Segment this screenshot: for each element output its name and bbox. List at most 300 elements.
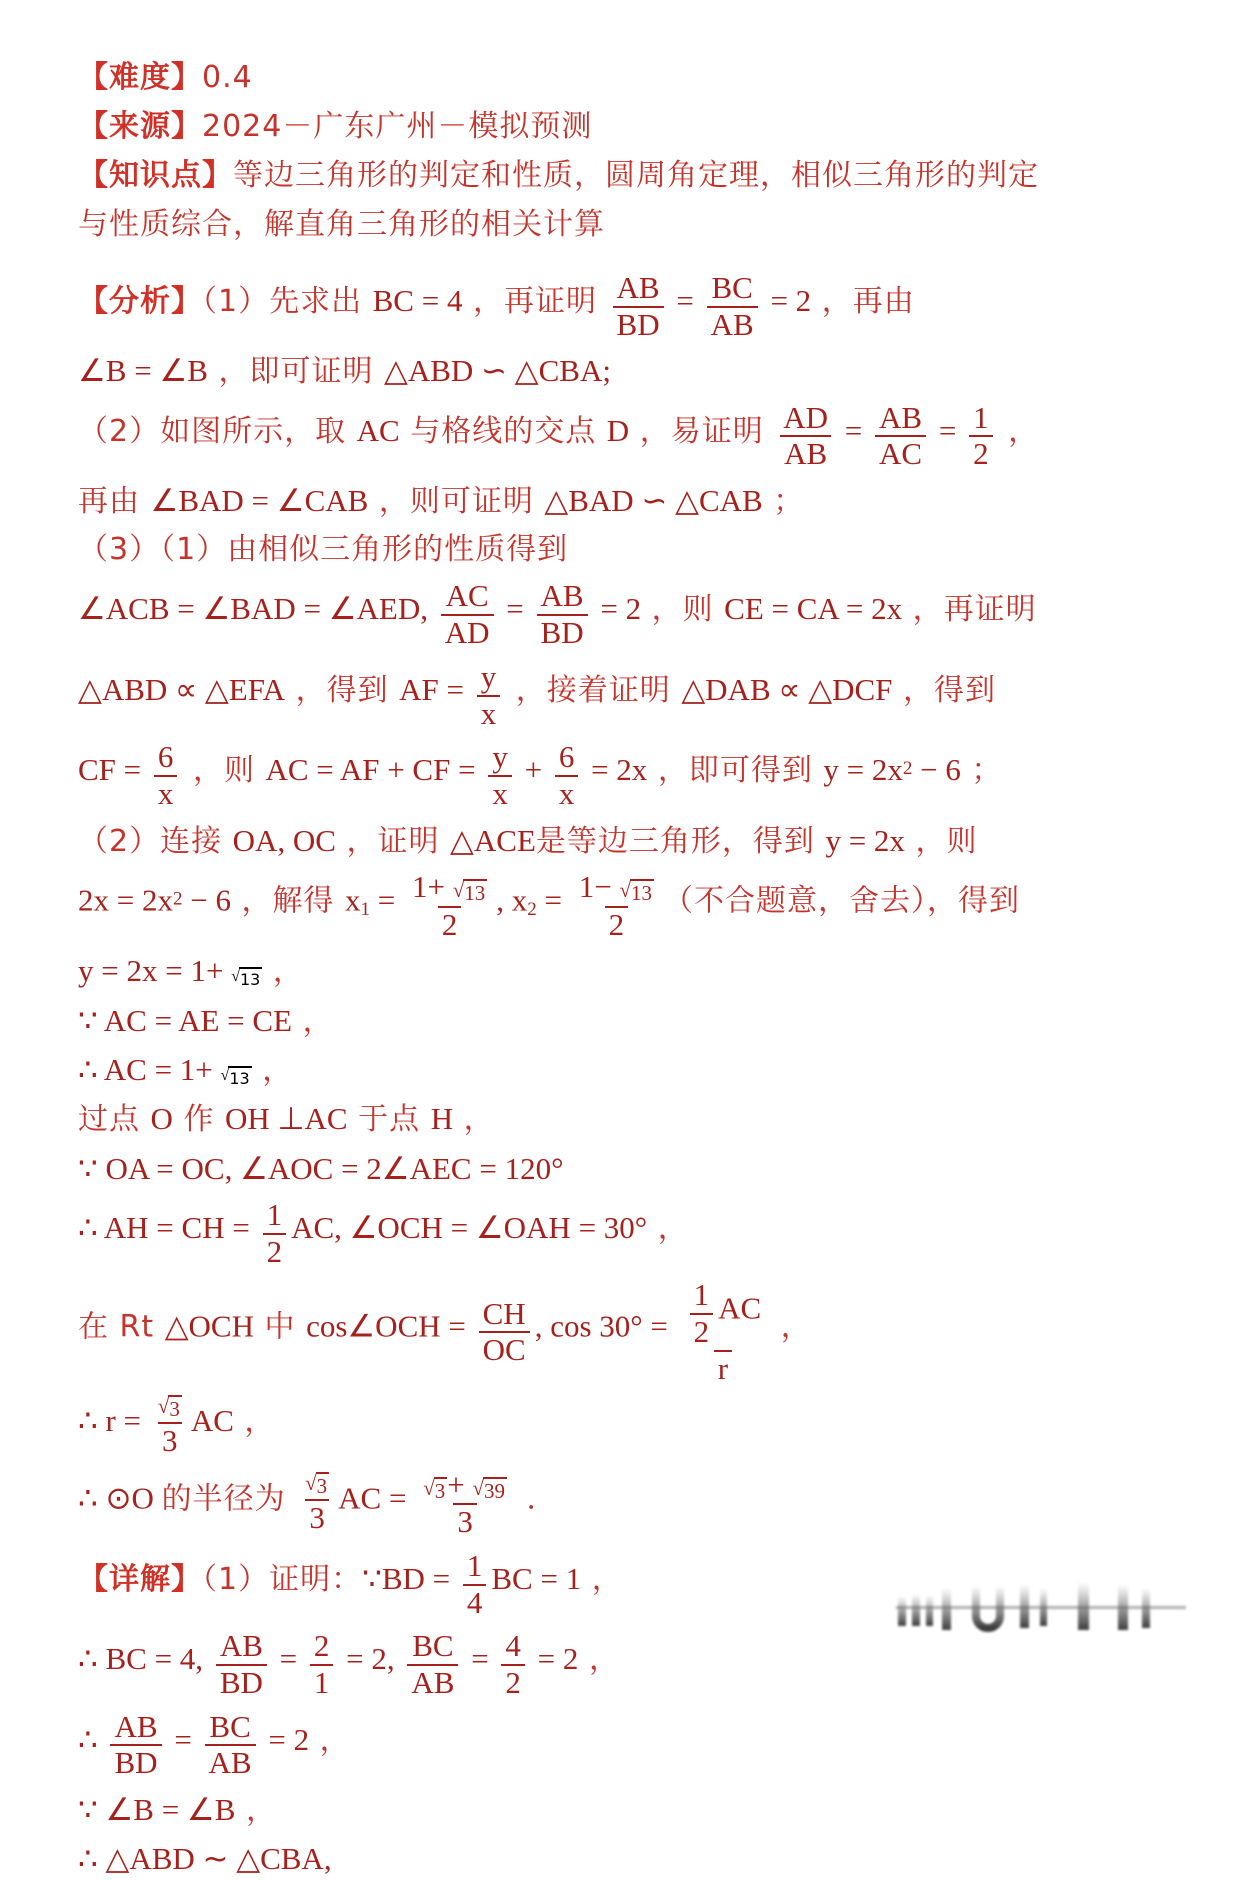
chinese-text: ，则	[641, 592, 725, 628]
math-text: x	[345, 882, 361, 918]
chinese-text: ，	[581, 1562, 623, 1598]
math-text: =	[463, 1641, 497, 1677]
chinese-text: 过点	[78, 1102, 151, 1138]
fraction-denominator	[969, 435, 993, 472]
fraction	[301, 1472, 333, 1535]
radicand: 3	[316, 1474, 328, 1499]
analysis-line-10	[78, 870, 1182, 942]
superscript: 2	[172, 888, 183, 910]
fraction	[205, 1710, 256, 1781]
square-root	[305, 1472, 329, 1499]
analysis-line-4	[78, 481, 1182, 521]
math-text: x	[157, 776, 174, 812]
math-text: = 2,	[338, 1641, 403, 1677]
analysis-line-6	[78, 579, 1182, 650]
chinese-text: ；	[960, 753, 1003, 789]
fraction-numerator	[442, 579, 493, 614]
fraction-numerator	[690, 1278, 714, 1313]
fraction-numerator	[501, 1629, 525, 1664]
chinese-text: 与格线的交点	[399, 413, 607, 449]
square-root	[620, 879, 655, 906]
fraction	[501, 1629, 525, 1700]
analysis-line-18	[78, 1395, 1182, 1458]
math-text: BC	[711, 270, 753, 305]
square-root	[472, 1477, 507, 1504]
math-text: AB	[879, 399, 923, 435]
knowledge-line-2	[78, 205, 1182, 245]
fraction	[419, 1468, 511, 1540]
fraction	[875, 401, 926, 472]
math-text: x	[558, 776, 575, 812]
fraction-denominator	[479, 1331, 530, 1368]
math-text: 4	[505, 1628, 521, 1664]
chinese-text: ，	[309, 1722, 351, 1758]
math-text: CH	[482, 1295, 526, 1331]
analysis-line-19	[78, 1468, 1182, 1540]
chinese-text: ，得到	[285, 673, 400, 709]
math-text: BC = 4	[372, 283, 463, 319]
chinese-text: 是等边三角形，得到	[535, 823, 826, 859]
chinese-text: ，	[292, 1003, 334, 1039]
radical-sign: √	[220, 1066, 230, 1084]
analysis-line-16	[78, 1198, 1182, 1269]
chinese-text: ，则	[904, 823, 978, 859]
math-text: OC	[482, 1332, 526, 1368]
chinese-text: 于点	[347, 1102, 431, 1138]
math-text: BD	[540, 615, 584, 651]
fraction-numerator	[537, 579, 588, 614]
math-text: AB	[114, 1708, 158, 1744]
math-text: AC	[356, 412, 400, 448]
fraction-numerator	[310, 1629, 334, 1664]
math-text: AC	[190, 1403, 234, 1439]
superscript: 2	[902, 758, 913, 780]
fraction-denominator	[707, 306, 758, 343]
math-text: △ABD ∝ △EFA	[78, 672, 286, 708]
fraction	[463, 1549, 487, 1620]
math-text: CE = CA = 2x	[724, 591, 903, 627]
fraction-numerator	[408, 870, 491, 906]
analysis-line-2	[78, 351, 1182, 391]
math-text: AB	[710, 306, 754, 342]
chinese-text: ，易证明	[629, 413, 775, 449]
math-text: AD	[783, 399, 829, 435]
chinese-text: ，	[997, 413, 1040, 449]
fraction-denominator	[263, 1233, 287, 1270]
fraction-denominator	[501, 1664, 525, 1701]
detail-line-2	[78, 1629, 1182, 1700]
math-text: 3	[309, 1499, 325, 1535]
math-text: OH ⊥AC	[225, 1101, 348, 1137]
math-text: △OCH	[164, 1308, 254, 1344]
chinese-text: ，	[647, 1211, 689, 1247]
chinese-text: ；	[762, 484, 805, 520]
analysis-line-8	[78, 740, 1182, 811]
math-text: = 2	[260, 1721, 310, 1757]
math-text: ∵ ∠B = ∠B	[78, 1792, 236, 1828]
analysis-line-3	[78, 401, 1182, 472]
chinese-text: ，得到	[892, 673, 996, 709]
math-text: =	[370, 882, 404, 918]
chinese-text: 等边三角形的判定和性质，圆周角定理，相似三角形的判定	[233, 158, 1039, 193]
math-text: AC = AF + CF =	[265, 752, 484, 788]
fraction-denominator	[154, 775, 178, 812]
math-text: , x	[496, 882, 528, 918]
square-root	[221, 1066, 252, 1090]
math-text: +	[516, 752, 550, 788]
chinese-text: ，接着证明	[505, 673, 682, 709]
math-text: 1	[266, 1196, 283, 1232]
detail-line-1	[78, 1549, 1182, 1620]
chinese-text: 0.4	[202, 60, 253, 95]
section-header: 【详解】	[78, 1562, 202, 1598]
fraction-denominator	[605, 906, 629, 943]
fraction-numerator	[154, 740, 178, 775]
math-text: BD	[616, 306, 660, 342]
fraction-denominator	[780, 435, 831, 472]
fraction-denominator	[310, 1664, 334, 1701]
math-text: 1	[973, 399, 989, 435]
detail-line-3	[78, 1710, 1182, 1781]
math-text: O	[150, 1101, 173, 1137]
chinese-text: ，	[233, 1404, 276, 1440]
fraction-numerator	[875, 401, 926, 436]
fraction-numerator	[205, 1710, 254, 1745]
math-text: 3	[457, 1504, 473, 1540]
fraction-denominator	[205, 1744, 256, 1781]
math-text: AB	[616, 270, 660, 305]
fraction-denominator	[305, 1499, 329, 1536]
fraction-numerator	[154, 1395, 186, 1422]
math-text: 6	[157, 739, 174, 775]
math-text: BD	[114, 1745, 158, 1781]
chinese-text: （2）如图所示，取	[78, 413, 357, 449]
math-text: △ACE	[450, 822, 536, 858]
math-text: AB	[208, 1745, 252, 1781]
analysis-line-9	[78, 821, 1182, 861]
chinese-text: 与性质综合，解直角三角形的相关计算	[78, 207, 605, 242]
math-text: y = 2x	[823, 752, 903, 788]
radicand: 13	[239, 967, 262, 991]
section-header: 【知识点】	[78, 158, 233, 193]
math-text: 1	[466, 1547, 483, 1583]
square-root	[453, 879, 488, 906]
fraction-numerator	[479, 1297, 530, 1332]
fraction-denominator	[158, 1422, 182, 1459]
fraction	[441, 579, 494, 650]
analysis-line-17	[78, 1278, 1182, 1386]
chinese-text: ，再由	[811, 284, 915, 320]
chinese-text: （1）证明：	[202, 1562, 363, 1598]
radicand: 13	[228, 1066, 251, 1090]
chinese-text: 作	[172, 1102, 226, 1138]
fraction	[681, 1278, 766, 1386]
math-text: ∴ AH = CH =	[78, 1210, 258, 1246]
math-text: = 2x	[583, 752, 648, 788]
fraction-numerator	[613, 271, 664, 306]
chinese-text: ，即可证明	[207, 354, 384, 390]
fraction	[310, 1629, 334, 1700]
fraction-denominator	[875, 435, 926, 472]
math-text: AB	[219, 1628, 263, 1664]
fraction-denominator	[555, 775, 579, 812]
analysis-line-11	[78, 951, 1182, 991]
math-text: x	[492, 776, 508, 812]
chinese-text: ，即可得到	[647, 753, 824, 789]
fraction-numerator	[707, 271, 756, 306]
math-text: AC	[879, 436, 923, 472]
math-text: ∵ OA = OC, ∠AOC = 2∠AEC = 120°	[78, 1150, 564, 1186]
analysis-line-5	[78, 530, 1182, 570]
radical-sign: √	[305, 1471, 317, 1496]
math-text: 1+	[412, 869, 453, 905]
math-text: =	[536, 882, 570, 918]
math-text: H	[430, 1101, 454, 1137]
square-root	[158, 1395, 182, 1422]
fraction-numerator	[301, 1472, 333, 1499]
subscript: 2	[527, 898, 537, 920]
math-text: BC	[412, 1628, 454, 1664]
section-header: 【来源】	[78, 109, 202, 144]
fraction-denominator	[690, 1313, 714, 1350]
fraction	[613, 271, 664, 342]
chinese-text: ，证明	[335, 823, 451, 859]
radicand: 13	[631, 881, 653, 906]
square-root	[231, 967, 262, 991]
math-text: − 6	[182, 882, 231, 918]
fraction-numerator	[969, 401, 993, 436]
fraction-denominator	[438, 906, 462, 943]
detail-line-4	[78, 1790, 1182, 1830]
math-text: AB	[411, 1665, 455, 1701]
math-text: △BAD ∽ △CAB	[544, 483, 763, 519]
fraction-numerator	[488, 740, 512, 775]
math-text: 2	[505, 1665, 521, 1701]
fraction	[690, 1278, 714, 1349]
difficulty-line	[78, 58, 1182, 98]
fraction	[154, 740, 178, 811]
chinese-text: 中	[253, 1309, 307, 1345]
fraction-denominator	[441, 614, 494, 651]
fraction	[263, 1198, 287, 1269]
math-text: ∠ACB = ∠BAD = ∠AED,	[78, 591, 436, 627]
fraction	[477, 660, 501, 731]
math-text: 2	[693, 1313, 710, 1349]
analysis-line-1	[78, 271, 1182, 342]
math-text: CF =	[78, 752, 149, 788]
math-text: AB	[540, 578, 584, 614]
square-root	[423, 1477, 447, 1504]
chinese-text: （不合题意，舍去），得到	[663, 883, 1021, 919]
fraction	[479, 1297, 530, 1368]
math-text: ∵ AC = AE = CE	[78, 1002, 293, 1038]
radicand: 39	[484, 1478, 506, 1503]
math-text: y = 2x	[825, 822, 905, 858]
fraction-numerator	[575, 870, 658, 906]
fraction-numerator	[110, 1710, 161, 1745]
math-text: 2	[441, 906, 458, 942]
math-text: =	[837, 412, 871, 448]
chinese-text: 的半径为	[161, 1481, 297, 1517]
radicand: 3	[169, 1397, 180, 1422]
chinese-text: ，再证明	[462, 284, 608, 320]
chinese-text: （2）连接	[78, 823, 233, 859]
math-text: 2	[973, 436, 989, 472]
math-text: 2	[608, 906, 625, 942]
fraction-numerator	[408, 1629, 457, 1664]
fraction	[407, 1629, 458, 1700]
chinese-text: （3）（1）由相似三角形的性质得到	[78, 532, 569, 568]
math-text: x	[480, 695, 497, 731]
radical-sign: √	[619, 878, 632, 903]
chinese-text: ，	[251, 1052, 294, 1088]
fraction-denominator	[216, 1664, 267, 1701]
math-text: , cos 30° =	[534, 1308, 676, 1344]
fraction-denominator	[477, 695, 501, 732]
chinese-text: ，解得	[230, 883, 346, 919]
source-line	[78, 107, 1182, 147]
math-text: BC	[209, 1708, 251, 1744]
math-text: BD	[219, 1665, 263, 1701]
chinese-text: 在 Rt	[78, 1309, 165, 1345]
fraction	[537, 579, 588, 650]
math-text: = 2	[762, 283, 812, 319]
radical-sign: √	[472, 1475, 485, 1500]
radical-sign: √	[231, 968, 240, 986]
fraction	[110, 1710, 161, 1781]
math-text: OA, OC	[232, 822, 336, 858]
fraction-numerator	[477, 660, 501, 695]
fraction-numerator	[419, 1468, 511, 1504]
chinese-text: （1）先求出	[202, 284, 373, 320]
math-text: ∴ BC = 4,	[78, 1641, 211, 1677]
analysis-line-15	[78, 1149, 1182, 1189]
radicand: 13	[464, 881, 486, 906]
detail-line-5	[78, 1839, 1182, 1879]
fraction-numerator	[681, 1278, 766, 1349]
math-text: AC =	[338, 1480, 415, 1516]
fraction	[216, 1629, 267, 1700]
math-text: AC	[445, 578, 489, 614]
math-text: = 2	[592, 591, 642, 627]
chinese-text: ，	[235, 1793, 277, 1829]
math-text: 6	[558, 739, 575, 775]
radicand: 3	[434, 1478, 446, 1503]
radical-sign: √	[157, 1394, 170, 1419]
fraction-denominator	[463, 1584, 487, 1621]
fraction-numerator	[263, 1198, 287, 1233]
fraction	[555, 740, 579, 811]
chinese-text: 再由	[78, 484, 151, 520]
fraction	[154, 1395, 186, 1458]
fraction-numerator	[555, 740, 579, 775]
fraction	[969, 401, 993, 472]
fraction	[408, 870, 491, 942]
math-text: △DAB ∝ △DCF	[681, 672, 893, 708]
fraction	[488, 740, 512, 811]
section-header: 【分析】	[78, 284, 202, 320]
math-text: 1	[313, 1665, 330, 1701]
math-text: AF =	[399, 672, 472, 708]
math-text: cos∠OCH =	[306, 1308, 474, 1344]
math-text: 2x = 2x	[78, 882, 173, 918]
math-text: ∴ r =	[78, 1403, 149, 1439]
chinese-text: ，	[262, 954, 304, 990]
fraction-denominator	[537, 614, 588, 651]
analysis-line-12	[78, 1001, 1182, 1041]
math-text: 3	[162, 1422, 178, 1458]
math-text: 1	[693, 1277, 710, 1313]
math-text: 2	[266, 1233, 283, 1269]
fraction-numerator	[463, 1549, 487, 1584]
chinese-text: ，再证明	[902, 592, 1037, 628]
fraction-denominator	[453, 1503, 477, 1540]
analysis-line-7	[78, 660, 1182, 731]
chinese-text: ，	[770, 1309, 812, 1345]
math-text: BC = 1	[491, 1561, 582, 1597]
math-text: =	[668, 283, 702, 319]
math-text: △ABD ∽ △CBA;	[384, 353, 611, 389]
math-text: = 2	[529, 1641, 579, 1677]
fraction	[707, 271, 758, 342]
radical-sign: √	[452, 878, 465, 903]
knowledge-line-1	[78, 156, 1182, 196]
fraction-numerator	[779, 401, 832, 436]
subscript: 1	[360, 898, 371, 920]
math-text: AB	[784, 436, 828, 472]
math-text: − 6	[912, 752, 961, 788]
chinese-text: ，则可证明	[368, 484, 545, 520]
analysis-line-13	[78, 1050, 1182, 1090]
math-text: y	[480, 658, 497, 694]
math-text: =	[271, 1641, 305, 1677]
fraction-denominator	[110, 1744, 161, 1781]
fraction-denominator	[613, 306, 664, 343]
math-text: ∠BAD = ∠CAB	[150, 483, 369, 519]
math-text: AC, ∠OCH = ∠OAH = 30°	[291, 1210, 648, 1246]
math-text: ∠B = ∠B	[78, 353, 208, 389]
fraction	[779, 401, 832, 472]
math-text: 4	[466, 1584, 483, 1620]
chinese-text: ，则	[182, 753, 266, 789]
math-text: D	[606, 412, 630, 448]
chinese-text: ，	[578, 1642, 620, 1678]
math-text: y = 2x = 1+	[78, 953, 232, 989]
section-header: 【难度】	[78, 60, 202, 95]
fraction-numerator	[216, 1629, 267, 1664]
math-text: 2	[313, 1628, 330, 1664]
math-text: 1−	[578, 869, 620, 905]
fraction-denominator	[488, 775, 512, 812]
math-text: ∴ AC = 1+	[78, 1051, 221, 1087]
math-text: ∴ ⊙O	[78, 1480, 162, 1516]
math-text: ∴ △ABD ∼ △CBA,	[78, 1841, 332, 1877]
chinese-text: ．	[516, 1481, 558, 1517]
fraction-denominator	[714, 1350, 732, 1387]
fraction-denominator	[407, 1664, 458, 1701]
math-text: ∴	[78, 1721, 106, 1757]
math-text: AD	[444, 615, 490, 651]
math-text: y	[492, 739, 508, 775]
chinese-text: ，	[453, 1102, 495, 1138]
math-text: r	[717, 1350, 729, 1386]
radical-sign: √	[423, 1475, 435, 1500]
math-text: =	[931, 412, 965, 448]
math-text: ∵BD =	[362, 1561, 458, 1597]
math-text: +	[447, 1466, 473, 1502]
math-text: =	[166, 1721, 200, 1757]
chinese-text: 2024－广东广州－模拟预测	[202, 109, 593, 144]
